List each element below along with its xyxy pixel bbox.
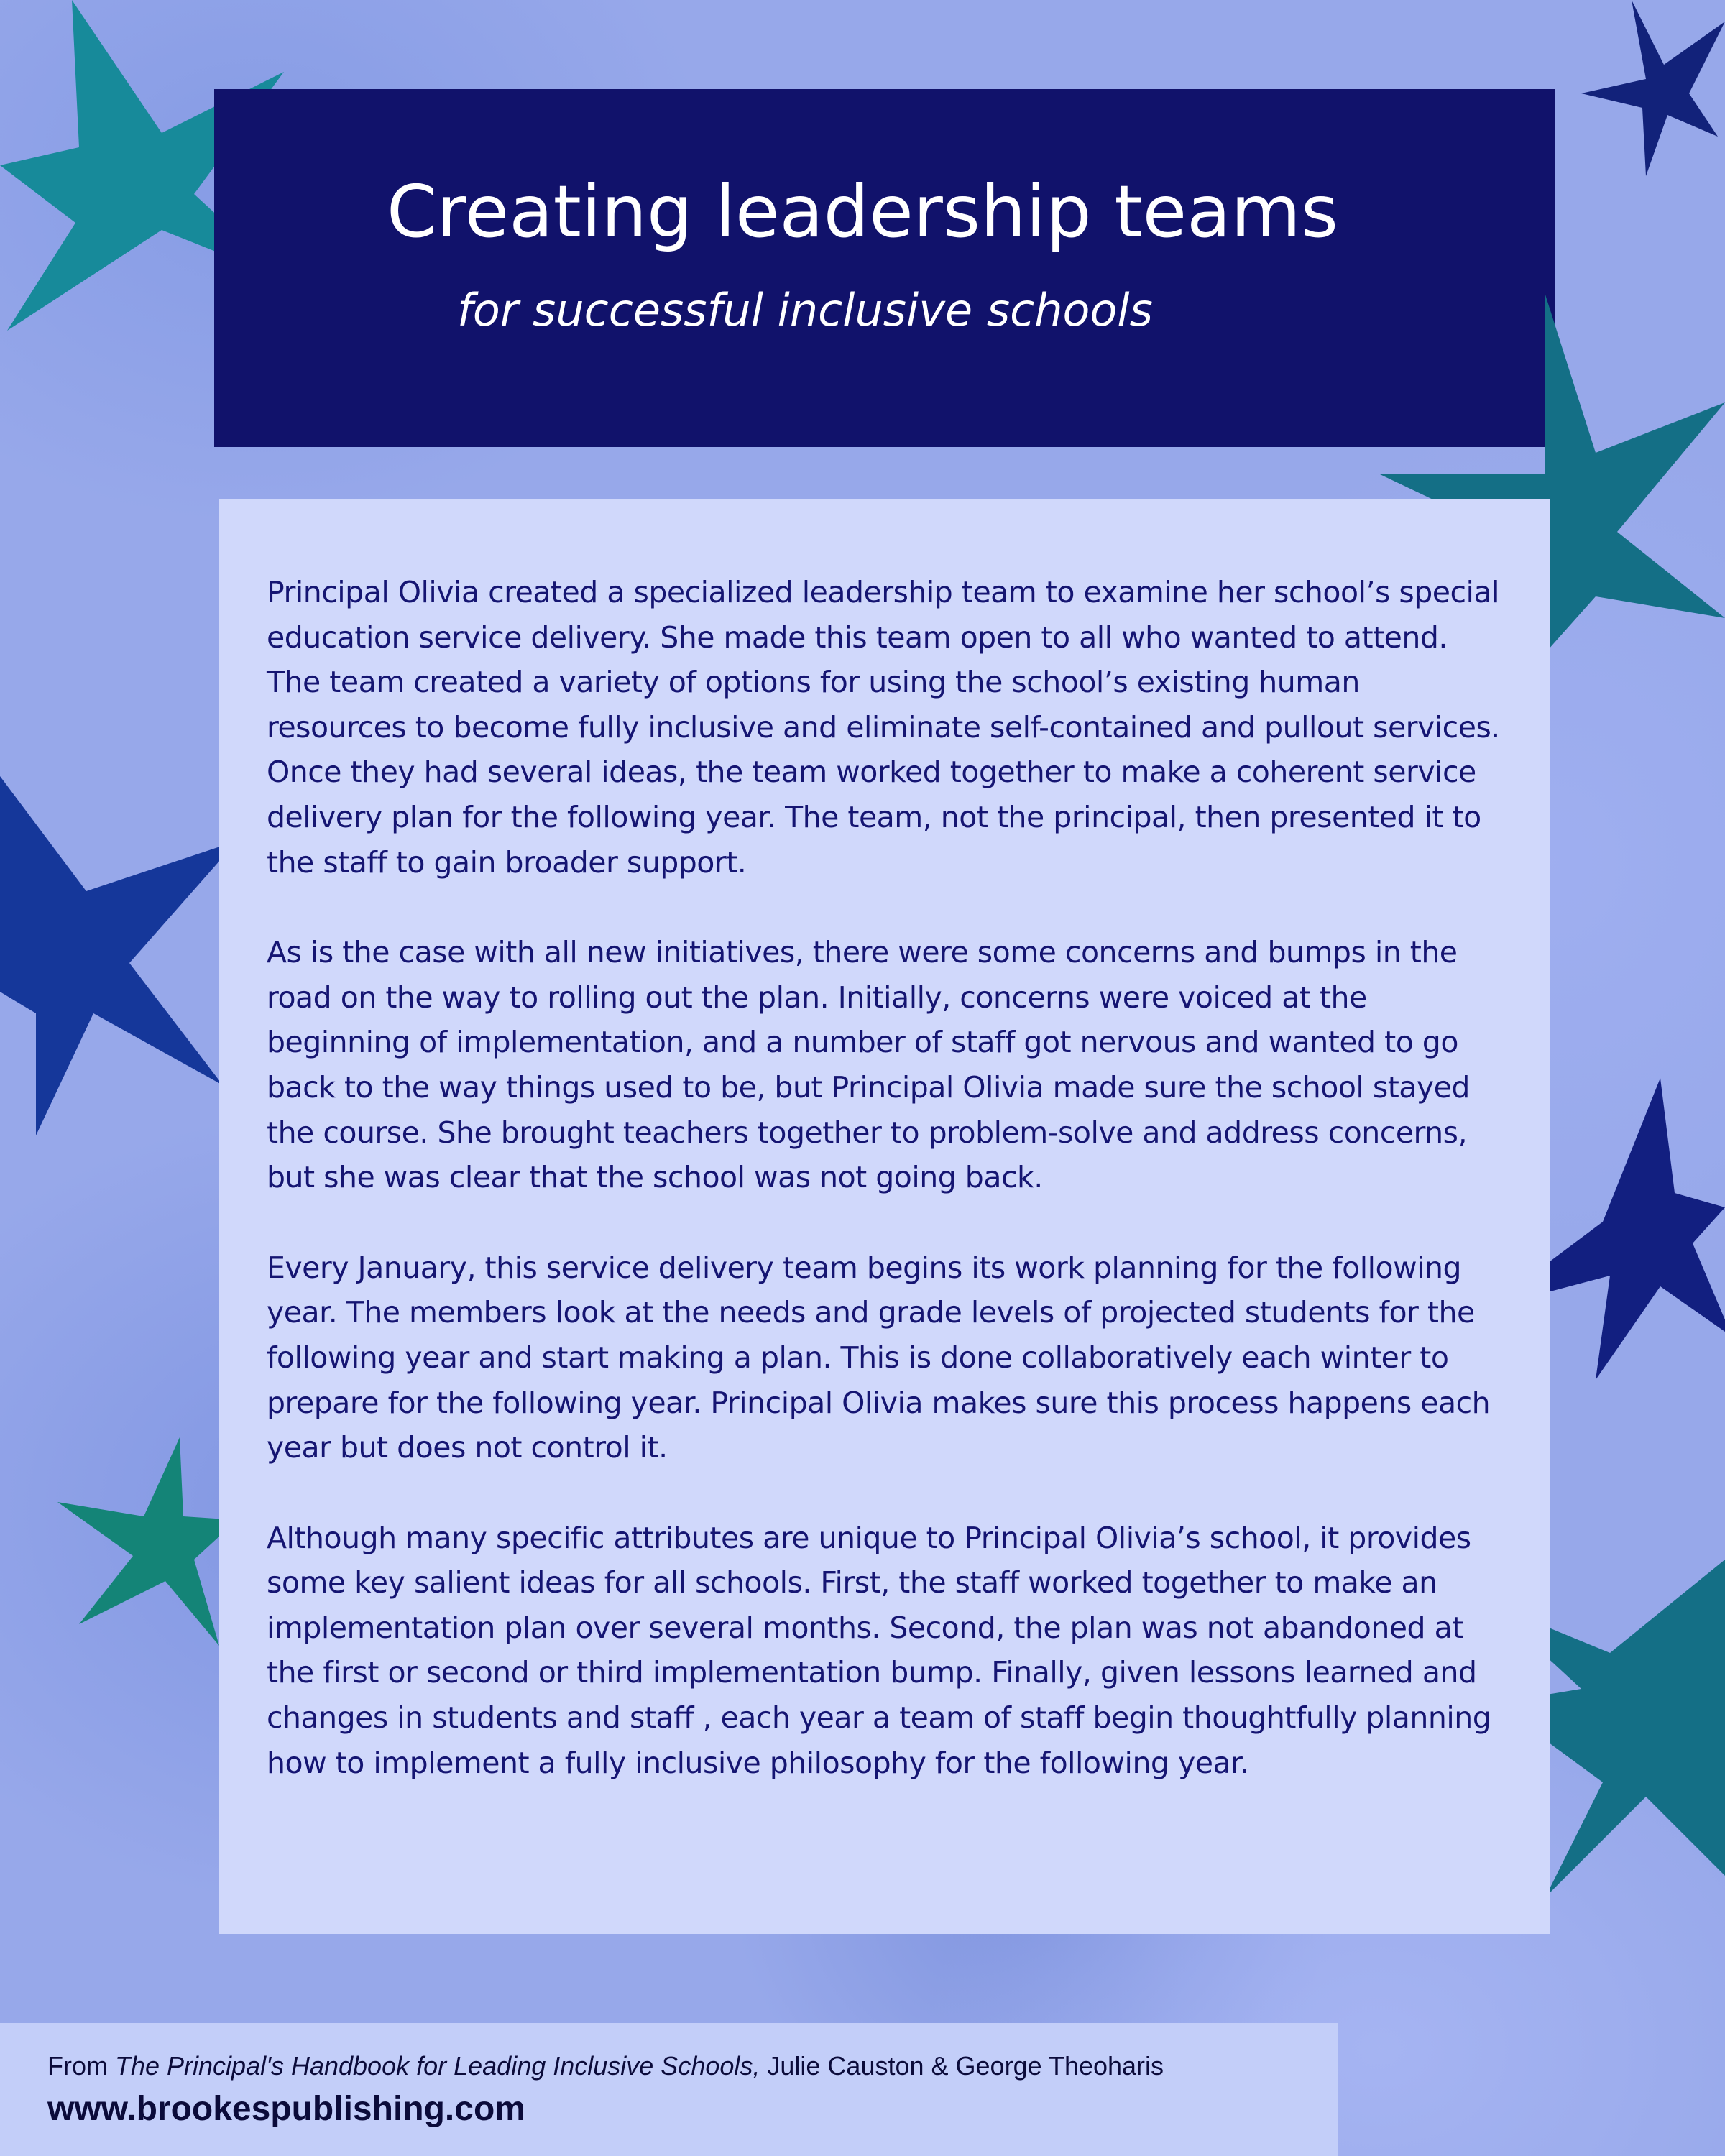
paragraph: As is the case with all new initiatives, there were some concerns and bumps in the road on the way to rolling out the plan. Initially, concerns were voiced at the beginning of implementation, and a number of staff got nervous and wanted to go back to the way things used to be, but Principal Olivia made sure the school stayed the course. She brought teachers together to problem-solve and address concerns, but she was clear that the school was not going back. bbox=[267, 935, 1470, 1195]
citation bbox=[47, 2050, 1327, 2083]
paragraph: Principal Olivia created a specialized leadership team to examine her school’s special education service delivery. She made this team open to all who wanted to attend. The team created a variety of options for using the school’s existing human resources to become fully inclusive and eliminate self-contained and pullout services. Once they had several ideas, the team worked together to make a coherent service delivery plan for the following year. The team, not the principal, then presented it to the staff to gain broader support. bbox=[267, 575, 1500, 880]
book-title: The Principal's Handbook for Leading Inclusive Schools, bbox=[115, 2051, 760, 2081]
paragraph: Although many specific attributes are unique to Principal Olivia’s school, it provides some key salient ideas for all schools. First, the staff worked together to make an implementation plan over several months. Second, the plan was not abandoned at the first or second or third implementation bump. Finally, given lessons learned and changes in students and staff , each year a team of staff begin thoughtfully planning how to implement a fully inclusive philosophy for the following year. bbox=[267, 1520, 1491, 1780]
page-title: Creating leadership teams bbox=[387, 170, 1338, 254]
star-icon bbox=[50, 1437, 237, 1653]
page-subtitle: for successful inclusive schools bbox=[457, 284, 1153, 336]
paragraph: Every January, this service delivery team begins its work planning for the following year. The members look at the needs and grade levels of projected students for the following year and start making a plan. This is done collaboratively each winter to prepare for the following year. Principal Olivia makes sure this process happens each year but does not control it. bbox=[267, 1250, 1491, 1465]
publisher-url[interactable]: www.brookespublishing.com bbox=[47, 2090, 525, 2128]
citation-prefix: From bbox=[47, 2051, 115, 2081]
body-text bbox=[267, 570, 1503, 1830]
star-icon bbox=[1574, 0, 1725, 180]
citation-authors: Julie Causton & George Theoharis bbox=[760, 2051, 1164, 2081]
star-icon bbox=[0, 776, 244, 1135]
header-banner bbox=[214, 89, 1555, 447]
